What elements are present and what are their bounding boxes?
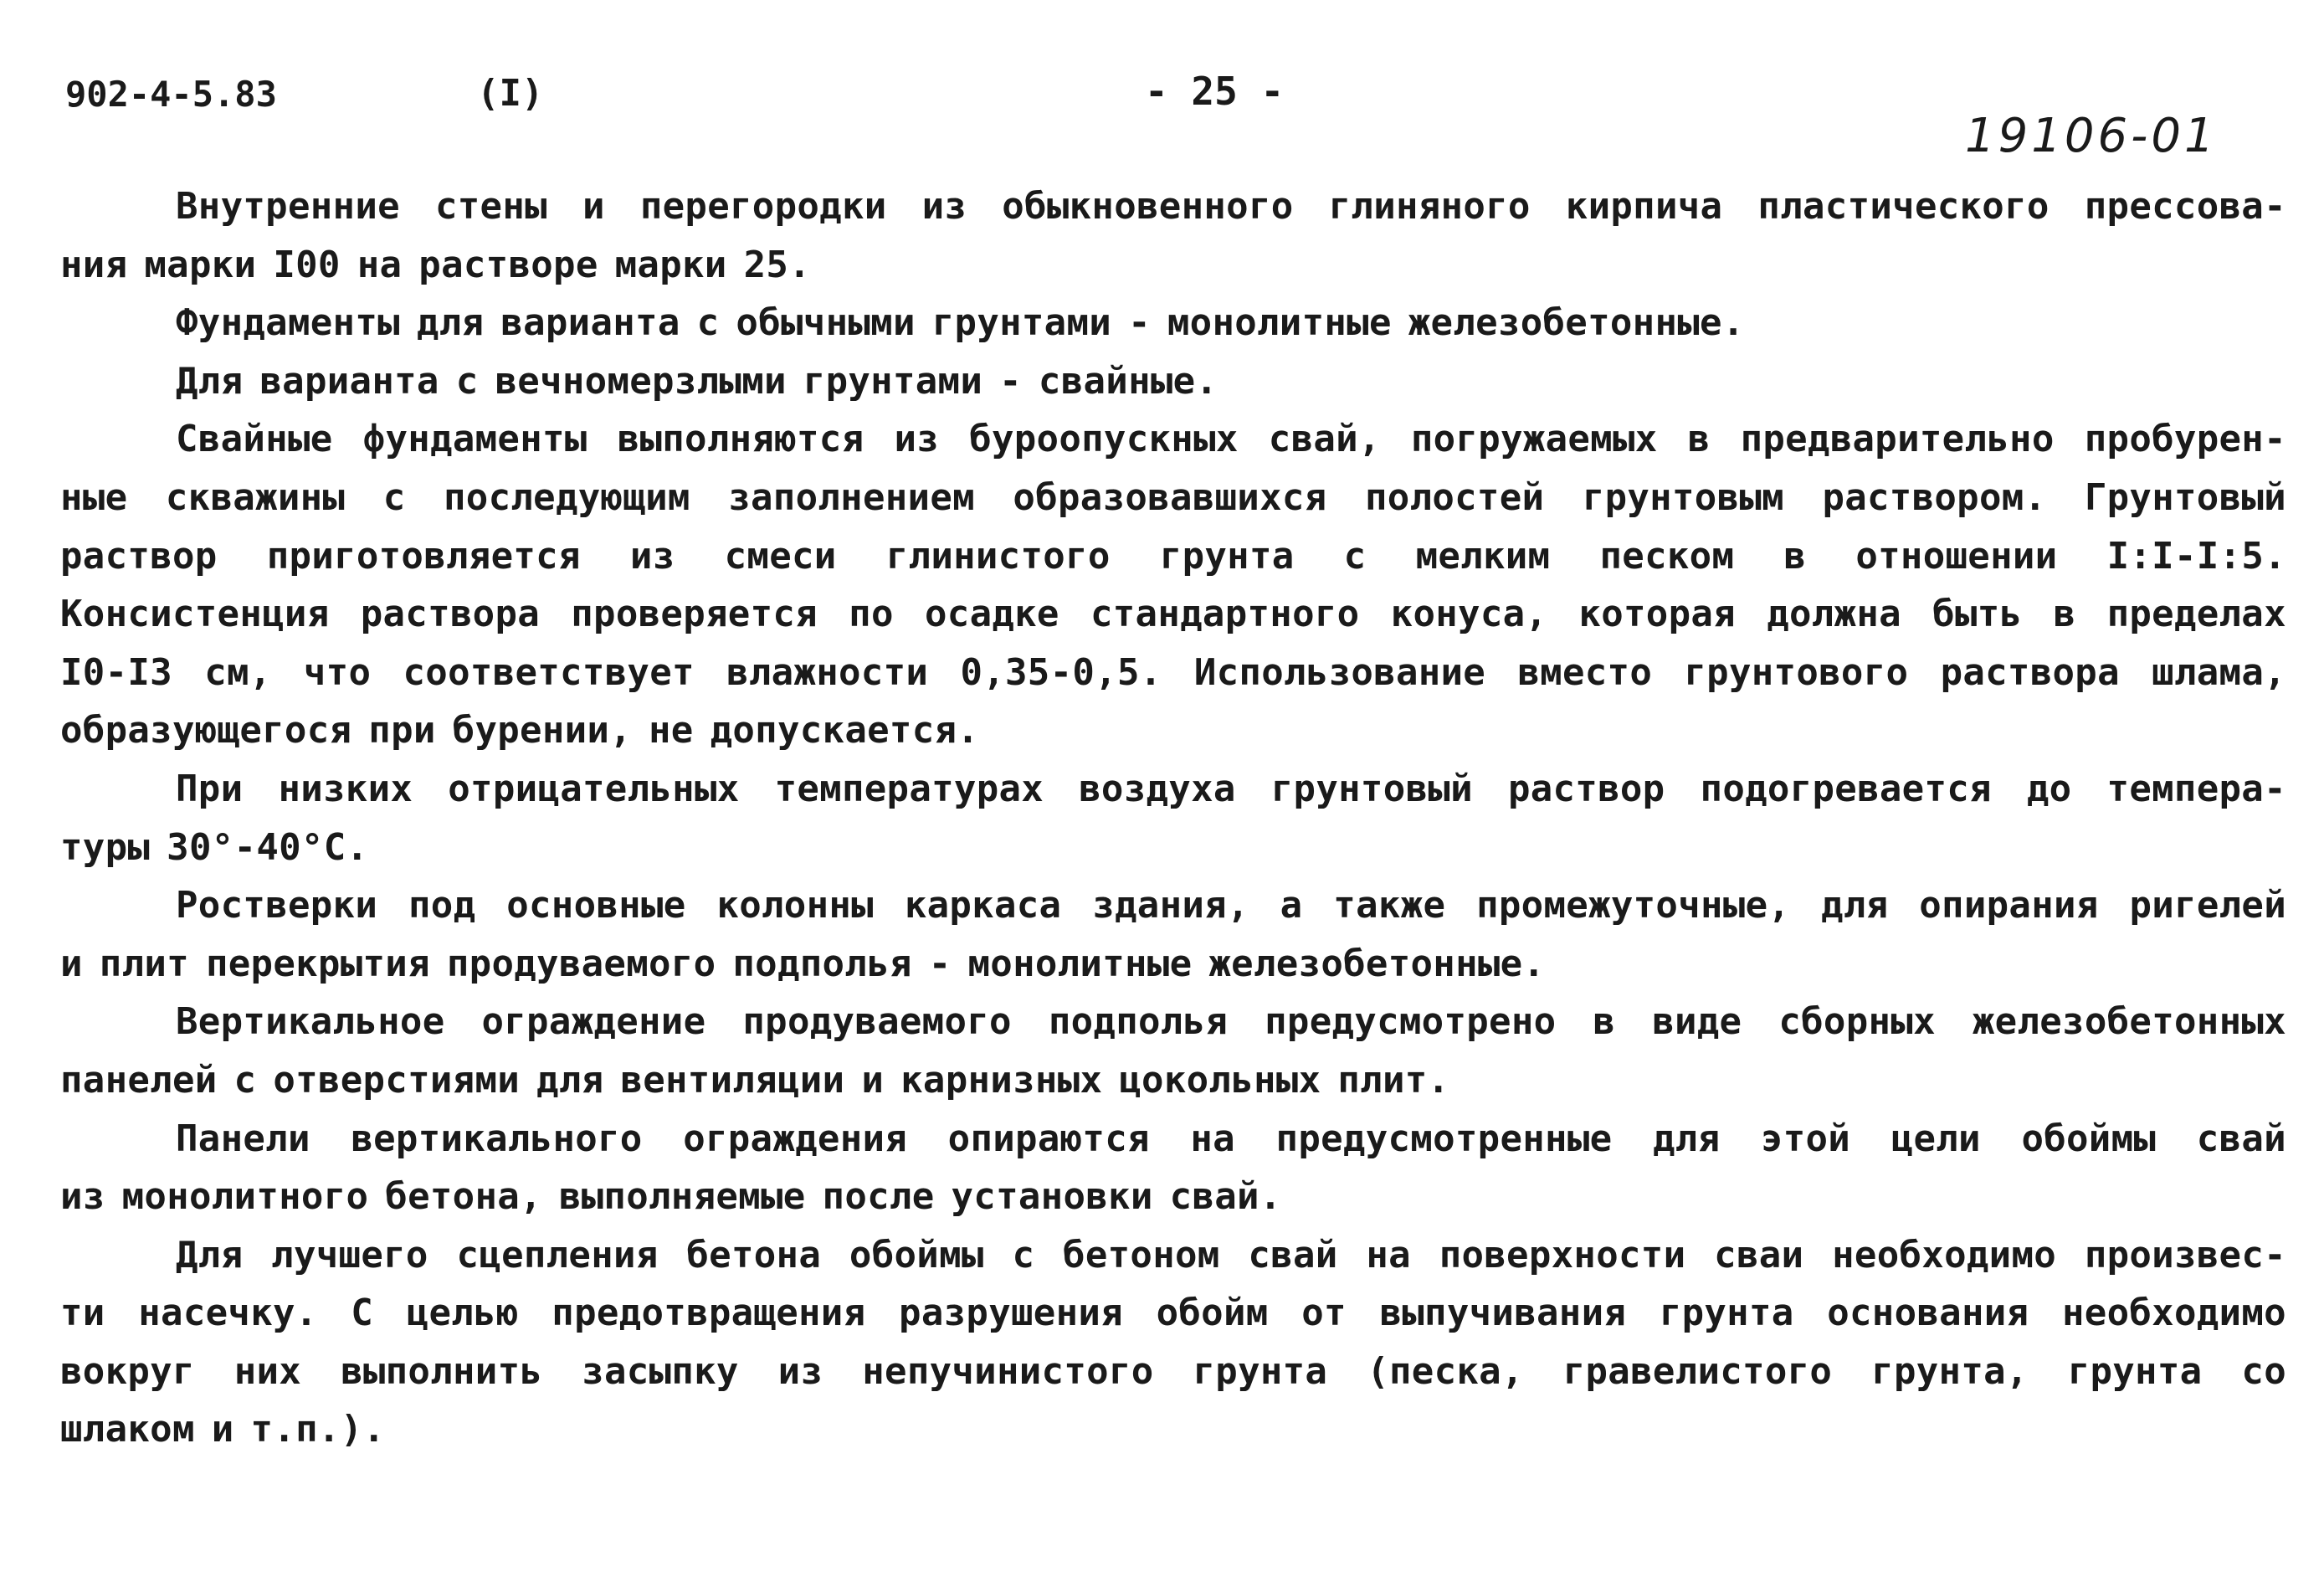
body-text: [60, 177, 2286, 1459]
word: этой: [1760, 1117, 1851, 1160]
word: Свайные: [176, 418, 333, 461]
word: грунтовый: [1270, 767, 1473, 810]
word: после: [822, 1175, 935, 1219]
word: железобетонные.: [1208, 942, 1546, 985]
word: сваи: [1714, 1233, 1804, 1276]
word: должна: [1767, 593, 1901, 636]
word: предварительно: [1740, 418, 2055, 461]
page-number: - 25 -: [1145, 69, 1285, 114]
word: от: [1301, 1292, 1347, 1335]
word: грунтового: [1684, 650, 1909, 694]
word: грунтовым: [1582, 475, 1784, 519]
word: образующегося: [60, 709, 352, 752]
word: раствор: [60, 534, 218, 578]
word: в: [2053, 593, 2076, 636]
word: целью: [406, 1292, 519, 1335]
text-line: [60, 294, 2286, 352]
text-line: [60, 410, 2286, 469]
section-number: (I): [477, 72, 544, 115]
word: отверстиями: [273, 1058, 521, 1102]
word: для: [416, 301, 485, 345]
word: поверхности: [1439, 1233, 1686, 1276]
word: на: [1190, 1117, 1235, 1160]
word: цели: [1890, 1117, 1981, 1160]
word: марки: [144, 243, 257, 286]
word: грунта: [2067, 1349, 2203, 1393]
word: приготовляется: [266, 534, 581, 578]
word: монолитного: [121, 1175, 369, 1219]
text-line: [60, 236, 2286, 295]
word: свайные.: [1038, 359, 1218, 403]
word: конуса,: [1390, 593, 1548, 636]
word: предусмотрено: [1265, 1000, 1557, 1044]
word: подполья: [1048, 1000, 1229, 1044]
word: 25.: [743, 243, 811, 286]
word: растворе: [418, 243, 598, 286]
word: вместо: [1517, 650, 1653, 694]
word: бурении,: [452, 709, 632, 752]
word: перекрытия: [205, 942, 430, 985]
word: плит.: [1337, 1058, 1450, 1102]
word: установки: [951, 1175, 1153, 1219]
word: для: [536, 1058, 604, 1102]
word: гравелистого: [1562, 1349, 1833, 1393]
word: продуваемого: [446, 942, 716, 985]
word: выполняемые: [558, 1175, 806, 1219]
word: свай,: [1268, 418, 1381, 461]
word: При: [176, 767, 244, 810]
word: опирания: [1919, 884, 2099, 927]
word: воздуха: [1079, 767, 1236, 810]
word: проверяется: [571, 593, 818, 636]
word: с: [233, 1058, 257, 1102]
word: стены: [434, 185, 547, 228]
word: непучинистого: [862, 1349, 1154, 1393]
word: влажности: [726, 650, 929, 694]
word: грунта,: [1871, 1349, 2029, 1393]
word: глинистого: [885, 534, 1111, 578]
word: Использование: [1193, 650, 1486, 694]
word: Фундаменты: [176, 301, 400, 345]
word: 0,35-0,5.: [960, 650, 1162, 694]
word: заполнением: [728, 475, 975, 519]
word: скважины: [165, 475, 346, 519]
word: монолитные: [1167, 301, 1392, 345]
word: обойм: [1156, 1292, 1269, 1335]
word: в: [1783, 534, 1807, 578]
word: из: [777, 1349, 823, 1393]
word: туры: [60, 825, 151, 869]
word: засыпку: [582, 1349, 739, 1393]
text-line: [60, 1343, 2286, 1401]
word: I0-I3: [60, 650, 172, 694]
text-line: [60, 876, 2286, 935]
word: шлаком: [60, 1408, 195, 1451]
word: темпера-: [2106, 767, 2286, 810]
word: прессова-: [2084, 185, 2286, 228]
word: С: [351, 1292, 374, 1335]
word: каркаса: [904, 884, 1062, 927]
word: Грунтовый: [2084, 475, 2286, 519]
word: а: [1280, 884, 1303, 927]
word: Панели: [176, 1117, 310, 1160]
word: с: [382, 475, 406, 519]
word: при: [368, 709, 436, 752]
word: панелей: [60, 1058, 218, 1102]
word: из: [894, 418, 940, 461]
word: грунта: [1659, 1292, 1794, 1335]
word: них: [233, 1349, 302, 1393]
word: -: [928, 942, 952, 985]
word: в: [1593, 1000, 1616, 1044]
word: Для: [176, 1233, 244, 1276]
word: отрицательных: [448, 767, 740, 810]
word: и: [211, 1408, 234, 1451]
word: которая: [1578, 593, 1736, 636]
word: выпучивания: [1379, 1292, 1627, 1335]
word: 30°-40°С.: [167, 825, 369, 869]
word: произвес-: [2084, 1233, 2286, 1276]
word: погружаемых: [1410, 418, 1658, 461]
word: на: [357, 243, 403, 286]
word: не: [648, 709, 694, 752]
handwritten-document-id: 19106-01: [1965, 109, 2218, 163]
word: вечномерзлыми: [495, 359, 787, 403]
text-line: [60, 352, 2286, 411]
word: раствором.: [1822, 475, 2047, 519]
word: I00: [273, 243, 341, 286]
word: т.п.).: [250, 1408, 386, 1451]
word: в: [1687, 418, 1711, 461]
word: из: [60, 1175, 105, 1219]
word: стандартного: [1090, 593, 1360, 636]
word: насечку.: [138, 1292, 318, 1335]
word: для: [1652, 1117, 1721, 1160]
word: подогревается: [1700, 767, 1992, 810]
text-line: [60, 469, 2286, 527]
word: раствора: [360, 593, 541, 636]
word: полостей: [1364, 475, 1545, 519]
word: со: [2241, 1349, 2286, 1393]
word: грунтами: [803, 359, 983, 403]
word: что: [303, 650, 372, 694]
word: с: [1343, 534, 1367, 578]
word: Консистенция: [60, 593, 330, 636]
text-line: [60, 701, 2286, 760]
text-line: [60, 1051, 2286, 1110]
word: песком: [1599, 534, 1735, 578]
word: вокруг: [60, 1349, 195, 1393]
word: бетона,: [385, 1175, 542, 1219]
word: варианта: [259, 359, 439, 403]
word: ограждение: [481, 1000, 706, 1044]
text-line: [60, 1168, 2286, 1226]
word: ные: [60, 475, 128, 519]
word: выполняются: [617, 418, 864, 461]
text-line: [60, 1110, 2286, 1169]
word: и: [60, 942, 83, 985]
word: подполья: [732, 942, 912, 985]
word: I:I-I:5.: [2106, 534, 2286, 578]
word: буроопускных: [969, 418, 1239, 461]
word: на: [1366, 1233, 1411, 1276]
word: свай: [1248, 1233, 1338, 1276]
word: обоймы: [849, 1233, 984, 1276]
word: колонны: [716, 884, 874, 927]
word: необходимо: [2062, 1292, 2286, 1335]
word: ния: [60, 243, 128, 286]
word: необходимо: [1832, 1233, 2057, 1276]
word: лучшего: [271, 1233, 428, 1276]
word: мелким: [1415, 534, 1551, 578]
word: и: [861, 1058, 885, 1102]
word: см,: [204, 650, 272, 694]
word: раствор: [1507, 767, 1665, 810]
word: и: [582, 185, 605, 228]
word: пластического: [1757, 185, 2050, 228]
word: под: [408, 884, 476, 927]
word: температурах: [774, 767, 1044, 810]
word: железобетонных: [1972, 1000, 2286, 1044]
word: шлама,: [2152, 650, 2286, 694]
text-line: [60, 585, 2286, 644]
word: грунтами: [931, 301, 1112, 345]
word: бетона: [686, 1233, 822, 1276]
word: предусмотренные: [1275, 1117, 1613, 1160]
word: по: [849, 593, 894, 636]
word: монолитные: [967, 942, 1193, 985]
word: варианта: [500, 301, 680, 345]
text-line: [60, 819, 2286, 877]
word: -: [1128, 301, 1151, 345]
word: цокольных: [1119, 1058, 1321, 1102]
word: также: [1333, 884, 1446, 927]
word: свай: [2196, 1117, 2286, 1160]
word: кирпича: [1565, 185, 1723, 228]
document-code: 902-4-5.83: [65, 74, 277, 115]
word: бетоном: [1063, 1233, 1220, 1276]
word: перегородки: [639, 185, 887, 228]
word: глиняного: [1328, 185, 1531, 228]
word: разрушения: [899, 1292, 1123, 1335]
word: -: [999, 359, 1022, 403]
word: выполнить: [341, 1349, 543, 1393]
word: для: [1821, 884, 1889, 927]
word: пробурен-: [2084, 418, 2286, 461]
word: до: [2026, 767, 2072, 810]
word: из: [921, 185, 967, 228]
text-line: [60, 1400, 2286, 1459]
word: грунта: [1193, 1349, 1328, 1393]
word: отношении: [1855, 534, 2058, 578]
word: предотвращения: [552, 1292, 866, 1335]
word: ограждения: [683, 1117, 908, 1160]
word: осадке: [924, 593, 1059, 636]
word: обоймы: [2021, 1117, 2157, 1160]
word: Внутренние: [176, 185, 400, 228]
word: вертикального: [351, 1117, 643, 1160]
word: с: [1012, 1233, 1035, 1276]
word: ригелей: [2129, 884, 2286, 927]
text-line: [60, 1284, 2286, 1343]
word: фундаменты: [362, 418, 587, 461]
text-line: [60, 644, 2286, 702]
word: промежуточные,: [1476, 884, 1791, 927]
word: сборных: [1778, 1000, 1936, 1044]
text-line: [60, 177, 2286, 236]
word: образовавшихся: [1013, 475, 1327, 519]
word: обычными: [736, 301, 916, 345]
word: железобетонные.: [1408, 301, 1745, 345]
word: сцепления: [456, 1233, 659, 1276]
word: с: [696, 301, 720, 345]
word: с: [455, 359, 479, 403]
word: Для: [176, 359, 244, 403]
text-line: [60, 935, 2286, 994]
word: пределах: [2106, 593, 2286, 636]
word: Ростверки: [176, 884, 378, 927]
text-line: [60, 993, 2286, 1051]
word: свай.: [1169, 1175, 1282, 1219]
word: раствора: [1940, 650, 2120, 694]
word: ти: [60, 1292, 105, 1335]
word: марки: [614, 243, 727, 286]
word: плит: [99, 942, 189, 985]
word: быть: [1932, 593, 2023, 636]
word: (песка,: [1367, 1349, 1524, 1393]
word: смеси: [724, 534, 837, 578]
word: продуваемого: [742, 1000, 1012, 1044]
word: низких: [278, 767, 413, 810]
word: из: [629, 534, 675, 578]
word: Вертикальное: [176, 1000, 445, 1044]
text-line: [60, 760, 2286, 819]
word: вентиляции: [620, 1058, 845, 1102]
word: допускается.: [710, 709, 980, 752]
word: основания: [1827, 1292, 2029, 1335]
word: опираются: [947, 1117, 1150, 1160]
text-line: [60, 527, 2286, 586]
word: основные: [506, 884, 686, 927]
word: карнизных: [900, 1058, 1103, 1102]
word: виде: [1652, 1000, 1742, 1044]
text-line: [60, 1226, 2286, 1285]
word: грунта: [1159, 534, 1295, 578]
word: соответствует: [403, 650, 695, 694]
word: последующим: [444, 475, 690, 519]
word: здания,: [1092, 884, 1249, 927]
word: обыкновенного: [1002, 185, 1294, 228]
